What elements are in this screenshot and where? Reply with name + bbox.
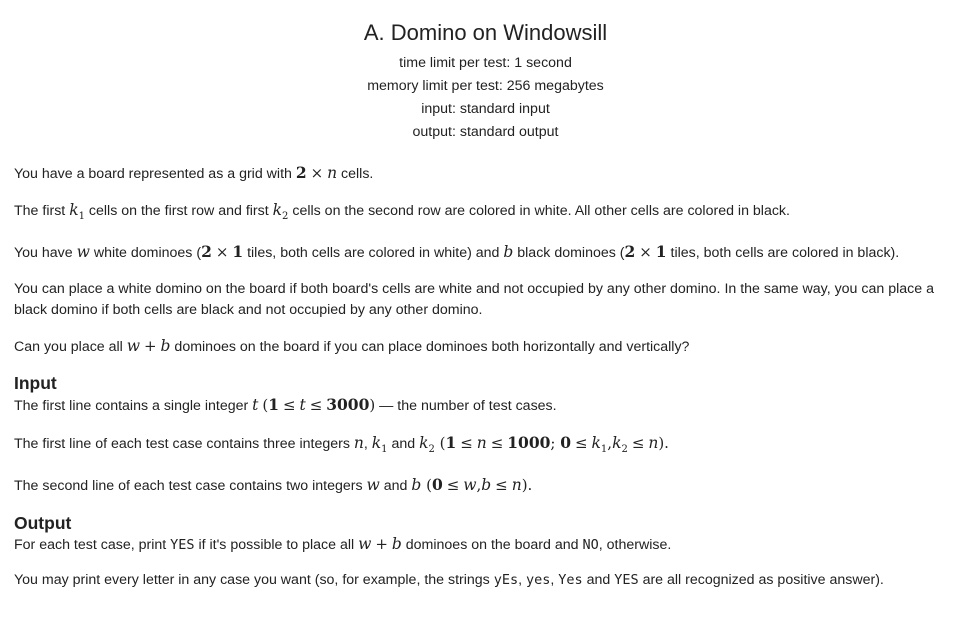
- text: The first line contains a single integer: [14, 398, 253, 415]
- math-var: k: [612, 433, 622, 452]
- math: 0: [431, 475, 443, 495]
- code: NO: [582, 536, 599, 553]
- text: white dominoes (: [89, 245, 202, 262]
- math-sub: 1: [381, 443, 388, 455]
- math: w: [76, 243, 90, 262]
- math: 1: [268, 395, 280, 415]
- text: dominoes on the board and: [401, 536, 583, 553]
- text: and: [379, 478, 412, 495]
- code: YES: [614, 572, 639, 589]
- math-op: ,: [607, 433, 613, 452]
- math: b: [391, 534, 402, 553]
- math: w: [126, 336, 141, 355]
- math-op: ×: [310, 164, 324, 182]
- input-paragraph-2: [14, 432, 966, 461]
- text: cells.: [337, 166, 374, 182]
- text: — the number of test cases.: [375, 398, 557, 415]
- code: YES: [170, 536, 195, 553]
- code: Yes: [558, 572, 583, 589]
- math: b: [411, 476, 422, 495]
- math-op: (: [421, 476, 432, 495]
- math-op: ×: [639, 243, 652, 262]
- output-file: output: standard output: [412, 124, 559, 140]
- math: [591, 433, 608, 455]
- math: 1000: [507, 432, 551, 452]
- math: 2: [624, 242, 636, 262]
- math: n: [648, 433, 659, 452]
- math: 2: [295, 163, 307, 182]
- math: n: [327, 164, 338, 182]
- math: w: [358, 534, 372, 553]
- math-op: ≤: [631, 433, 645, 452]
- text: Can you place all: [14, 338, 127, 355]
- memory-limit: memory limit per test: 256 megabytes: [367, 78, 604, 94]
- text: You may print every letter in any case you want (so, for example, the strings: [14, 572, 494, 589]
- math-op: ≤: [309, 396, 323, 415]
- math: w: [463, 476, 477, 495]
- math: t: [299, 396, 306, 415]
- math: 0: [560, 432, 572, 452]
- text: ,: [363, 435, 372, 452]
- input-heading: Input: [14, 373, 57, 394]
- input-paragraph-1: [14, 394, 966, 418]
- text: black dominoes (: [513, 245, 625, 262]
- math-sub: 1: [600, 443, 608, 455]
- text: dominoes on the board if you can place dominoes both horizontally and vertically?: [170, 338, 690, 355]
- text: ,: [550, 572, 559, 589]
- math-op: (: [262, 396, 269, 415]
- math-op: +: [144, 336, 157, 355]
- output-heading: Output: [14, 512, 72, 533]
- math: [69, 200, 85, 222]
- text: The first: [14, 202, 70, 219]
- math-op: ;: [550, 433, 561, 452]
- math-sub: 2: [621, 443, 628, 455]
- math: [419, 433, 435, 455]
- problem-limits: [0, 52, 971, 144]
- code: yEs: [493, 572, 519, 589]
- math: [371, 433, 388, 455]
- math-op: ×: [215, 243, 229, 262]
- legend-paragraph-3: [14, 241, 966, 265]
- text: if it's possible to place all: [194, 536, 359, 553]
- text: and: [387, 435, 420, 452]
- text: tiles, both cells are colored in white) and: [243, 245, 504, 262]
- math-var: k: [591, 433, 601, 452]
- math: b: [160, 336, 171, 355]
- text: You have a board represented as a grid with: [14, 166, 296, 182]
- problem-header: [0, 0, 971, 144]
- math-op: ≤: [460, 433, 473, 452]
- text: cells on the first row and first: [84, 202, 273, 219]
- problem-statement: [14, 162, 966, 606]
- text: are all recognized as positive answer).: [638, 572, 884, 589]
- math-op: ≤: [490, 433, 504, 452]
- text: ,: [518, 572, 526, 589]
- text: cells on the second row are colored in white. All other cells are colored in black.: [288, 202, 790, 219]
- math-op: ): [369, 396, 376, 415]
- math: [612, 433, 628, 455]
- math: 1: [445, 432, 457, 452]
- math-sub: 2: [282, 210, 289, 222]
- math-sub: 2: [428, 443, 435, 455]
- math: 3000: [326, 395, 370, 415]
- math-op: (: [434, 433, 446, 452]
- math-var: k: [272, 200, 283, 219]
- text: and: [582, 572, 615, 589]
- output-paragraph-2: [14, 570, 966, 592]
- math-op: ≤: [446, 476, 460, 495]
- math: w: [366, 476, 380, 495]
- math-op: ≤: [282, 396, 296, 415]
- text: The first line of each test case contains three integers: [14, 435, 354, 452]
- math-op: ).: [521, 476, 533, 495]
- math-var: k: [371, 433, 382, 452]
- text: For each test case, print: [14, 536, 171, 553]
- math: 1: [232, 242, 244, 262]
- math-op: ≤: [574, 433, 588, 452]
- math: n: [476, 433, 487, 452]
- math-var: k: [69, 200, 79, 219]
- math-var: k: [419, 433, 429, 452]
- input-paragraph-3: [14, 474, 966, 498]
- math-op: +: [375, 534, 388, 553]
- math: n: [511, 476, 522, 495]
- math-sub: 1: [78, 210, 85, 222]
- math: n: [353, 433, 364, 452]
- math: [272, 200, 289, 222]
- math-op: ).: [658, 433, 669, 452]
- text: , otherwise.: [598, 536, 672, 553]
- math: t: [252, 396, 259, 415]
- legend-paragraph-1: [14, 162, 966, 186]
- legend-paragraph-4: You can place a white domino on the board if both board's cells are white and not occupied by any other domino. In the same way, you can place a black domino if both cells are black and not occupied by any other domino.: [14, 280, 934, 319]
- legend-paragraph-2: [14, 200, 966, 228]
- math-op: ≤: [495, 476, 508, 495]
- math: b: [481, 476, 492, 495]
- text: The second line of each test case contains two integers: [14, 478, 367, 495]
- math: 2: [201, 242, 212, 262]
- time-limit: time limit per test: 1 second: [399, 55, 572, 71]
- code: yes: [526, 572, 551, 589]
- output-paragraph-1: [14, 534, 966, 557]
- text: tiles, both cells are colored in black).: [666, 245, 900, 262]
- legend-paragraph-5: [14, 336, 966, 359]
- problem-title: A. Domino on Windowsill: [363, 20, 608, 45]
- text: You have: [14, 245, 77, 262]
- math: 1: [655, 242, 667, 262]
- math: b: [503, 243, 514, 262]
- input-file: input: standard input: [421, 101, 550, 117]
- math-op: ,: [476, 476, 482, 495]
